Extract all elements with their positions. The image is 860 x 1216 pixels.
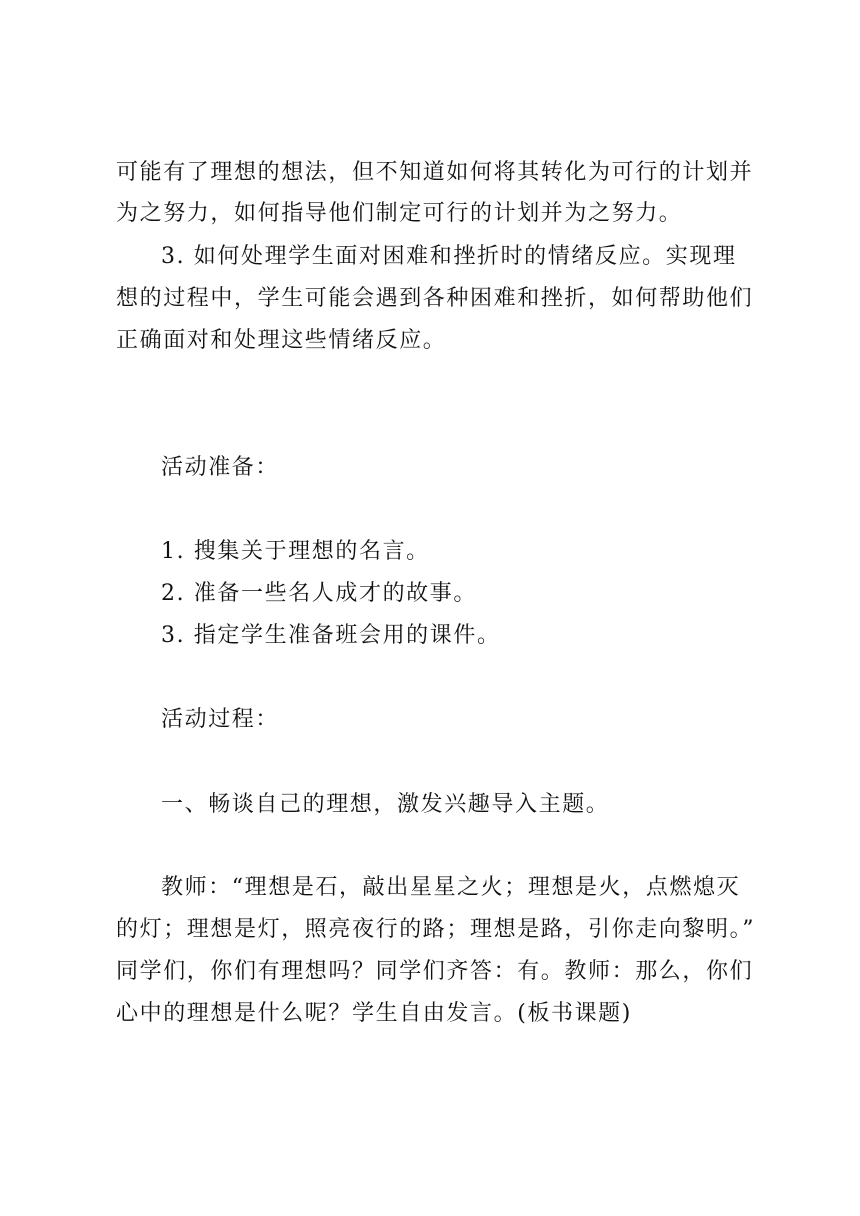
paragraph-line: 可能有了理想的想法，但不知道如何将其转化为可行的计划并 xyxy=(116,160,754,185)
paragraph-line: 想的过程中，学生可能会遇到各种困难和挫折，如何帮助他们 xyxy=(116,286,754,311)
paragraph-line: 的灯；理想是灯，照亮夜行的路；理想是路，引你走向黎明。” xyxy=(116,917,756,942)
paragraph-line: 同学们，你们有理想吗？同学们齐答：有。教师：那么，你们 xyxy=(116,959,754,984)
section-heading-process: 活动过程： xyxy=(161,707,280,732)
paragraph-line: 正确面对和处理这些情绪反应。 xyxy=(116,328,447,353)
paragraph-line: 心中的理想是什么呢？学生自由发言。(板书课题) xyxy=(116,1001,632,1026)
list-item: 3. 指定学生准备班会用的课件。 xyxy=(161,623,501,648)
list-item: 1. 搜集关于理想的名言。 xyxy=(161,539,430,564)
section-heading-step-one: 一、畅谈自己的理想，激发兴趣导入主题。 xyxy=(161,792,610,817)
paragraph-line: 为之努力，如何指导他们制定可行的计划并为之努力。 xyxy=(116,201,683,226)
list-item: 2. 准备一些名人成才的故事。 xyxy=(161,581,477,606)
paragraph-line: 教师：“理想是石，敲出星星之火；理想是火，点燃熄灭 xyxy=(161,875,741,900)
section-heading-preparation: 活动准备： xyxy=(161,455,280,480)
list-item-heading: 3. 如何处理学生面对困难和挫折时的情绪反应。实现理 xyxy=(161,244,737,269)
